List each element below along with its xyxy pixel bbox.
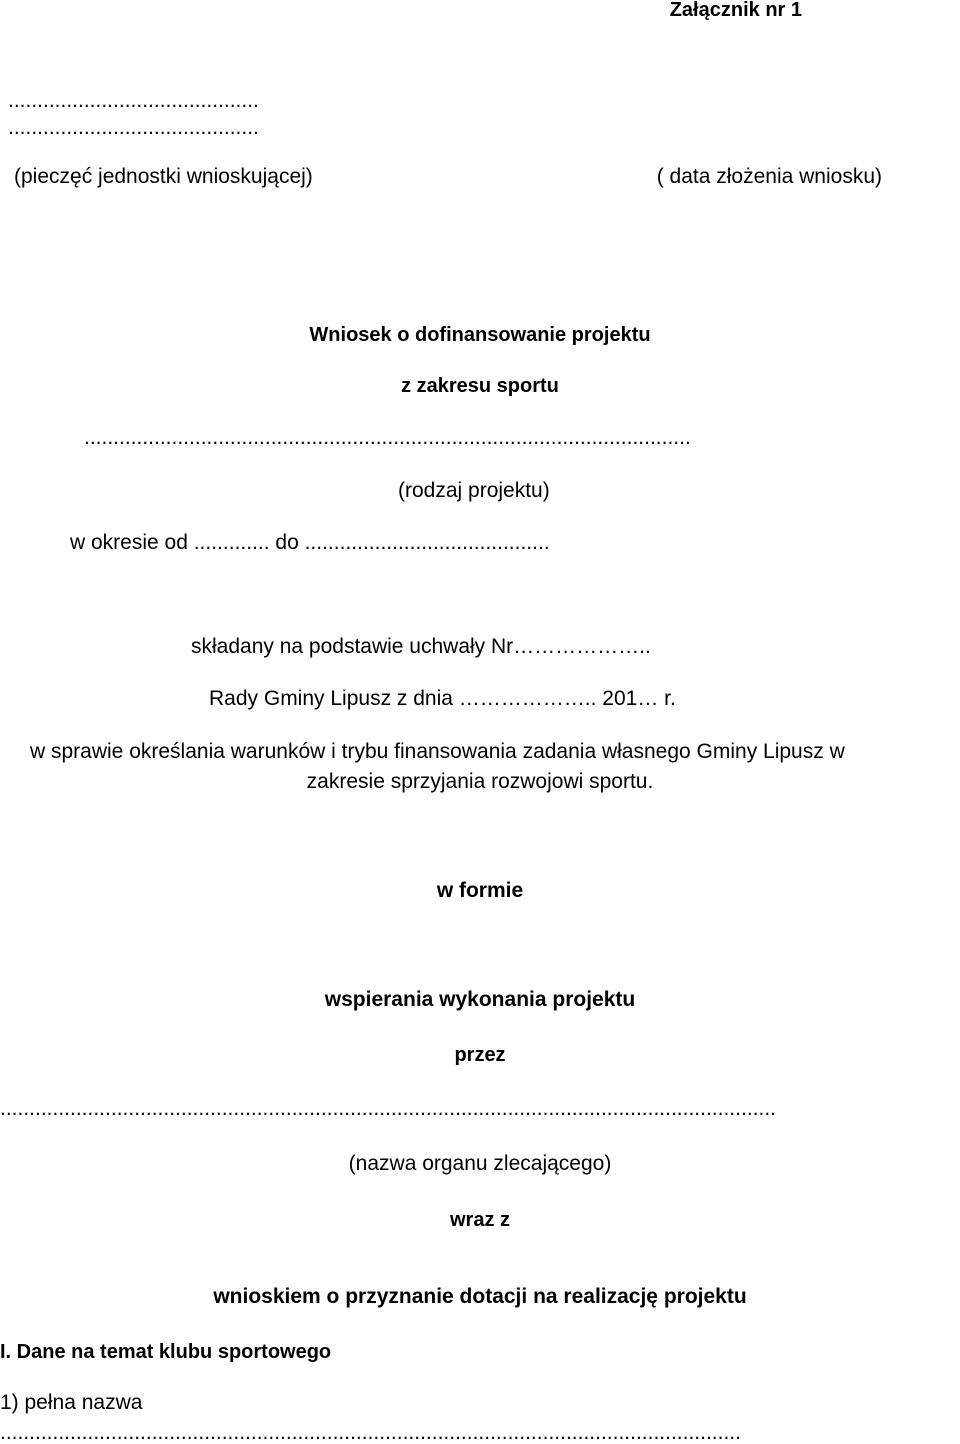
by-label: przez xyxy=(454,1044,506,1066)
together-label: wraz z xyxy=(449,1209,511,1231)
stamp-caption: (pieczęć jednostki wnioskującej) xyxy=(14,165,313,188)
project-type-caption: (rodzaj projektu) xyxy=(398,479,550,502)
resolution-subject-line-2: zakresie sprzyjania rozwojowi sportu. xyxy=(306,770,654,793)
stamp-dots-line-1: ........................................... xyxy=(8,89,259,112)
application-label: wnioskiem o przyznanie dotacji na realizację projektu xyxy=(213,1285,747,1308)
resolution-date-line: Rady Gminy Lipusz z dnia ……………….. 201… r. xyxy=(209,687,676,710)
project-type-dots: ........................................................................................................ xyxy=(84,426,691,449)
full-name-label: 1) pełna nazwa xyxy=(0,1391,143,1414)
date-caption: ( data złożenia wniosku) xyxy=(656,165,882,188)
form-label: w formie xyxy=(436,879,524,902)
full-name-dots: ............................................................................................................................... xyxy=(0,1421,741,1444)
stamp-dots-line-2: ........................................... xyxy=(8,116,259,139)
document-title: Wniosek o dofinansowanie projektu xyxy=(309,324,651,346)
support-label: wspierania wykonania projektu xyxy=(324,988,636,1011)
organ-dots: ..................................................................................................................................... xyxy=(0,1097,776,1120)
period-line: w okresie od ............. do .......................................... xyxy=(70,531,550,554)
resolution-subject-line-1: w sprawie określania warunków i trybu finansowania zadania własnego Gminy Lipusz w xyxy=(30,740,845,763)
document-subtitle: z zakresu sportu xyxy=(401,375,559,397)
attachment-label: Załącznik nr 1 xyxy=(669,0,802,21)
section-1-heading: I. Dane na temat klubu sportowego xyxy=(0,1341,332,1363)
organ-caption: (nazwa organu zlecającego) xyxy=(348,1152,612,1175)
resolution-number-line: składany na podstawie uchwały Nr……………….. xyxy=(191,635,651,658)
